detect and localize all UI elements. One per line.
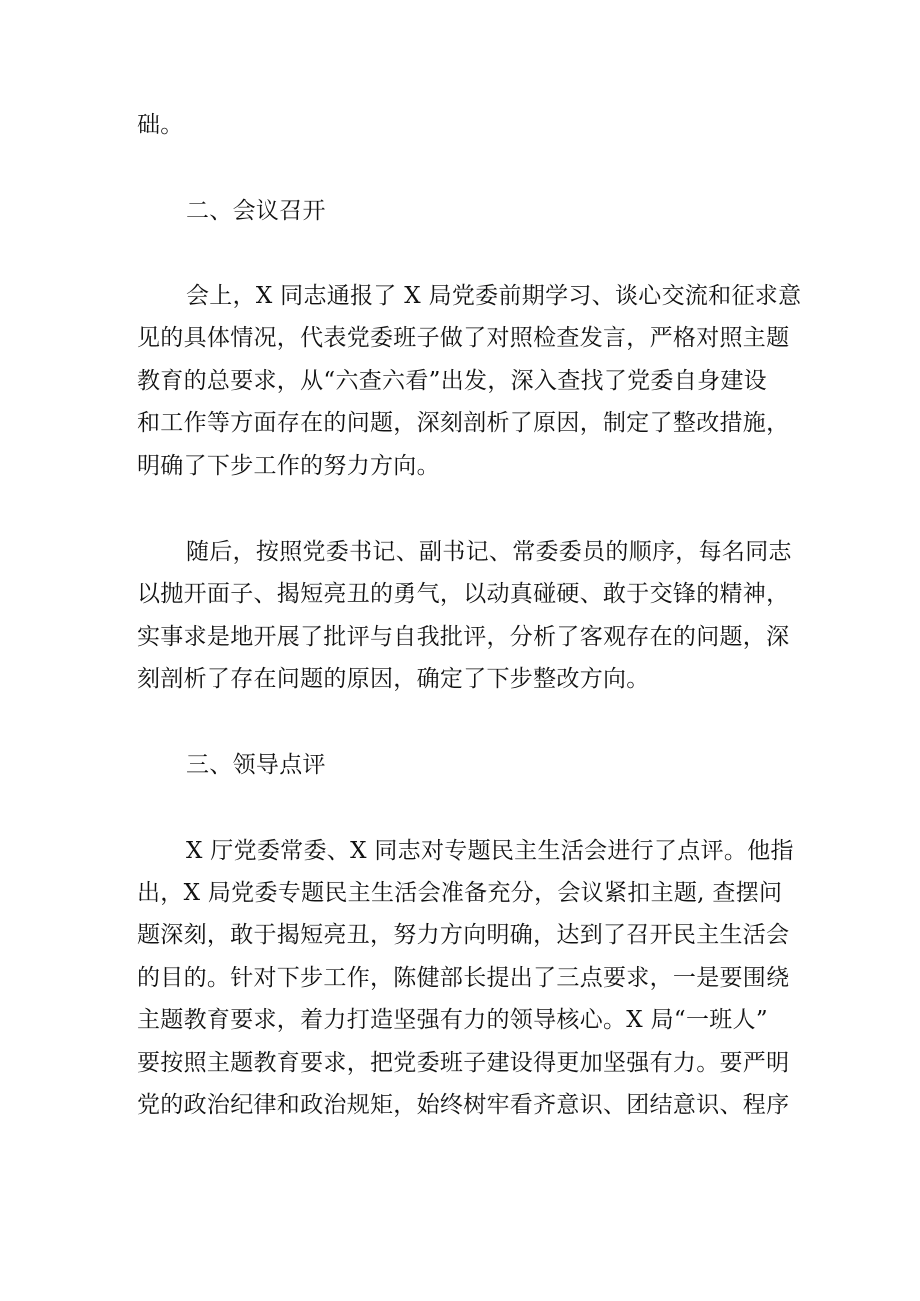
paragraph-line: 实事求是地开展了批评与自我批评，分析了客观存在的问题，深 [137, 624, 790, 650]
paragraph-line: 出，X 局党委专题民主生活会准备充分，会议紧扣主题, 查摆问 [137, 880, 783, 906]
paragraph-line: X 厅党委常委、X 同志对专题民主生活会进行了点评。他指 [186, 838, 794, 864]
paragraph-line: 主题教育要求，着力打造坚强有力的领导核心。X 局“一班人” [137, 1007, 768, 1033]
paragraph-line: 见的具体情况，代表党委班子做了对照检查发言，严格对照主题 [137, 325, 790, 351]
paragraph-line: 以抛开面子、揭短亮丑的勇气，以动真碰硬、敢于交锋的精神， [137, 581, 790, 607]
paragraph-line: 会上，X 同志通报了 X 局党委前期学习、谈心交流和征求意 [186, 283, 802, 309]
section-heading-review: 三、领导点评 [186, 752, 326, 778]
paragraph-line: 和工作等方面存在的问题，深刻剖析了原因，制定了整改措施， [137, 410, 790, 436]
paragraph-line: 党的政治纪律和政治规矩，始终树牢看齐意识、团结意识、程序 [137, 1092, 790, 1118]
continuation-text: 础。 [137, 112, 184, 138]
paragraph-line: 题深刻，敢于揭短亮丑，努力方向明确，达到了召开民主生活会 [137, 922, 790, 948]
section-heading-meeting: 二、会议召开 [186, 198, 326, 224]
paragraph-line: 随后，按照党委书记、副书记、常委委员的顺序，每名同志 [186, 539, 792, 565]
paragraph-line: 要按照主题教育要求，把党委班子建设得更加坚强有力。要严明 [137, 1050, 790, 1076]
paragraph-line: 教育的总要求，从“六查六看”出发，深入查找了党委自身建设 [137, 368, 767, 394]
paragraph-line: 明确了下步工作的努力方向。 [137, 453, 440, 479]
paragraph-line: 的目的。针对下步工作，陈健部长提出了三点要求，一是要围绕 [137, 965, 790, 991]
paragraph-line: 刻剖析了存在问题的原因，确定了下步整改方向。 [137, 666, 650, 692]
